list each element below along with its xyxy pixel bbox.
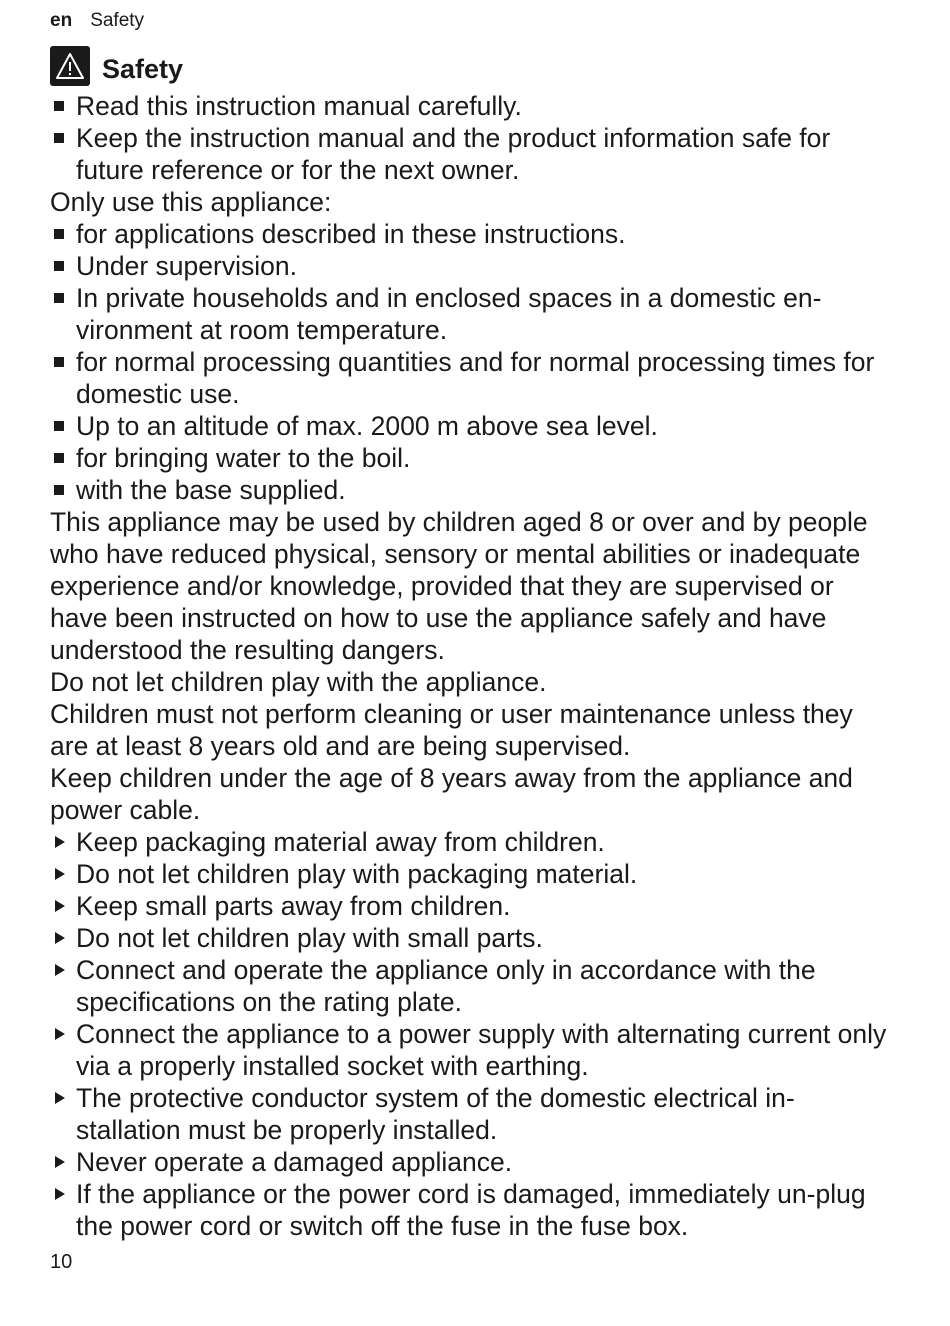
children-paragraph: This appliance may be used by children aged 8 or over and by people who have reduced physical, sensory or mental abilities or inadequate experience and/or knowledge, provided that they are supervised or have been instructed on how to use the appliance safely and have understood the resulting dangers. bbox=[50, 507, 868, 665]
list-item: with the base supplied. bbox=[50, 474, 895, 506]
list-item: Keep the instruction manual and the product information safe for future reference or for the next owner. bbox=[50, 122, 895, 186]
use-list bbox=[50, 218, 895, 506]
list-item: for normal processing quantities and for normal processing times for domestic use. bbox=[50, 346, 895, 410]
action-item: The protective conductor system of the domestic electrical in-stallation must be properly installed. bbox=[50, 1082, 895, 1146]
warning-triangle-icon bbox=[50, 46, 90, 86]
action-item: Connect the appliance to a power supply with alternating current only via a properly installed socket with earthing. bbox=[50, 1018, 895, 1082]
use-heading: Only use this appliance: bbox=[50, 187, 332, 217]
list-item: for bringing water to the boil. bbox=[50, 442, 895, 474]
action-list bbox=[50, 826, 895, 1242]
children-paragraph: Do not let children play with the appliance. bbox=[50, 667, 547, 697]
page-title: Safety bbox=[102, 53, 184, 84]
action-item: Never operate a damaged appliance. bbox=[50, 1146, 895, 1178]
children-paragraph: Children must not perform cleaning or user maintenance unless they are at least 8 years old and are being supervised. bbox=[50, 699, 853, 761]
list-item: for applications described in these instructions. bbox=[50, 218, 895, 250]
list-item: Up to an altitude of max. 2000 m above sea level. bbox=[50, 410, 895, 442]
page-header bbox=[50, 10, 144, 32]
section-name: Safety bbox=[90, 10, 145, 31]
children-paragraph: Keep children under the age of 8 years away from the appliance and power cable. bbox=[50, 763, 853, 825]
list-item: Read this instruction manual carefully. bbox=[50, 90, 895, 122]
list-item: Under supervision. bbox=[50, 250, 895, 282]
action-item: If the appliance or the power cord is damaged, immediately un-plug the power cord or switch off the fuse in the fuse box. bbox=[50, 1178, 895, 1242]
language-code: en bbox=[50, 10, 73, 31]
action-item: Do not let children play with packaging material. bbox=[50, 858, 895, 890]
list-item: In private households and in enclosed spaces in a domestic en-vironment at room temperature. bbox=[50, 282, 895, 346]
action-item: Connect and operate the appliance only in accordance with the specifications on the rating plate. bbox=[50, 954, 895, 1018]
action-item: Keep packaging material away from children. bbox=[50, 826, 895, 858]
section-title-row bbox=[50, 46, 183, 86]
safety-content bbox=[50, 90, 895, 1242]
intro-list bbox=[50, 90, 895, 186]
action-item: Do not let children play with small parts. bbox=[50, 922, 895, 954]
page-number: 10 bbox=[50, 1251, 73, 1273]
action-item: Keep small parts away from children. bbox=[50, 890, 895, 922]
